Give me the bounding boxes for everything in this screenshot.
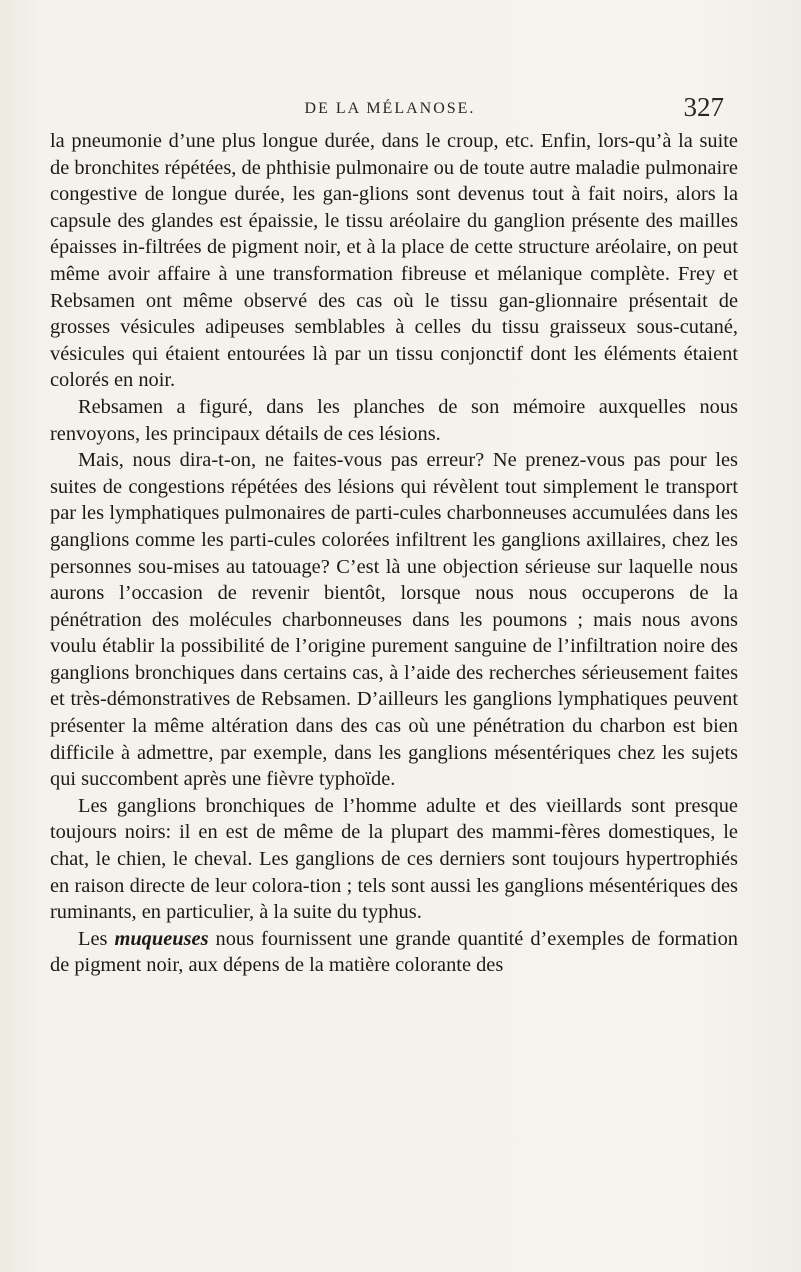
paragraph-4: Les ganglions bronchiques de l’homme adulte et des vieillards sont presque toujours noirs: il en est de même de la plupart des mammi-fères domestiques, le chat, le chien, le cheval. Les ganglions de ces derniers sont toujours hypertrophiés en raison directe de leur colora-tion ; tels sont aussi les ganglions mésentériques des ruminants, en particulier, à la suite du typhus. <box>50 794 738 924</box>
paragraph-5-rest: nous fournissent une grande quantité d’exemples de formation de pigment noir, aux dépens de la matière colorante des <box>50 927 738 977</box>
emphasized-term: muqueuses <box>114 927 209 950</box>
body-text <box>50 128 738 979</box>
paragraph-5-lead: Les <box>78 927 115 950</box>
paragraph-1: la pneumonie d’une plus longue durée, dans le croup, etc. Enfin, lors-qu’à la suite de bronchites répétées, de phthisie pulmonaire ou de toute autre maladie pulmonaire congestive de longue durée, les gan-glions sont devenus tout à fait noirs, alors la capsule des glandes est épaissie, le tissu aréolaire du ganglion présente des mailles épaisses in-filtrées de pigment noir, et à la place de cette structure aréolaire, on peut même avoir affaire à une transformation fibreuse et mélanique complète. Frey et Rebsamen ont même observé des cas où le tissu gan-glionnaire présentait de grosses vésicules adipeuses semblables à celles du tissu graisseux sous-cutané, vésicules qui étaient entourées là par un tissu conjonctif dont les éléments étaient colorés en noir. <box>50 130 738 392</box>
page-number: 327 <box>683 92 724 122</box>
paragraph-3: Mais, nous dira-t-on, ne faites-vous pas erreur? Ne prenez-vous pas pour les suites de congestions répétées des lésions qui révèlent tout simplement le transport par les lymphatiques pulmonaires de parti-cules charbonneuses accumulées dans les ganglions comme les parti-cules colorées infiltrent les ganglions axillaires, chez les personnes sou-mises au tatouage? C’est là une objection sérieuse sur laquelle nous aurons l’occasion de revenir bientôt, lorsque nous nous occuperons de la pénétration des molécules charbonneuses dans les poumons ; mais nous avons voulu établir la possibilité de l’origine purement sanguine de l’infiltration noire des ganglions bronchiques dans certains cas, à l’aide des recherches sérieusement faites et très-démonstratives de Rebsamen. D’ailleurs les ganglions lymphatiques peuvent présenter la même altération dans des cas où une pénétration du charbon est bien difficile à admettre, par exemple, dans les ganglions mésentériques chez les sujets qui succombent après une fièvre typhoïde. <box>50 449 738 791</box>
paragraph-5 <box>50 926 738 979</box>
page-header <box>56 92 724 122</box>
paragraph-2: Rebsamen a figuré, dans les planches de son mémoire auxquelles nous renvoyons, les principaux détails de ces lésions. <box>50 395 738 445</box>
running-title: DE LA MÉLANOSE. <box>304 100 476 117</box>
